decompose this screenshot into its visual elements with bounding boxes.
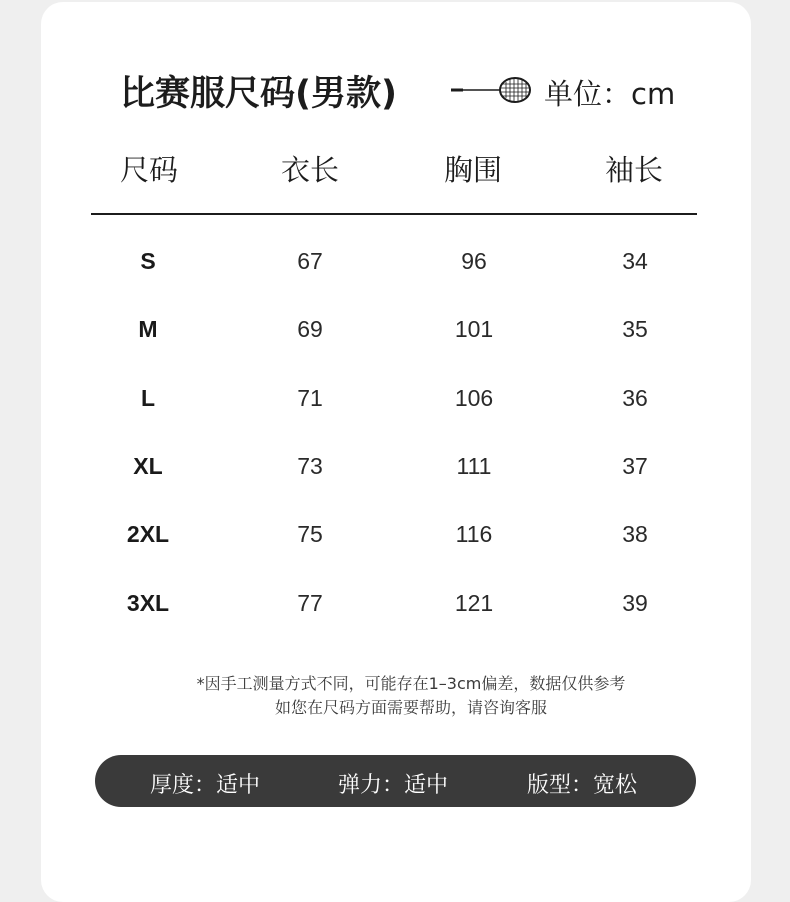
size-cell: 2XL (126, 521, 170, 547)
header-chest: 胸围 (443, 153, 503, 187)
size-cell: 3XL (126, 590, 170, 616)
elasticity-label: 弹力：适中 (338, 773, 449, 798)
chest-cell: 121 (454, 590, 494, 616)
length-cell: 67 (297, 248, 323, 274)
sleeve-cell: 34 (622, 248, 648, 274)
size-cell: XL (133, 453, 163, 479)
chest-cell: 96 (461, 248, 487, 274)
unit-label: 单位：cm (544, 77, 676, 111)
length-cell: 75 (297, 521, 323, 547)
sleeve-cell: 36 (622, 385, 648, 411)
fit-label: 版型：宽松 (527, 773, 638, 798)
header-divider (91, 213, 697, 215)
length-cell: 77 (297, 590, 323, 616)
badminton-racket-icon (449, 74, 537, 106)
table-row (0, 385, 790, 425)
length-cell: 73 (297, 453, 323, 479)
chart-title: 比赛服尺码(男款) (120, 74, 397, 114)
sleeve-cell: 39 (622, 590, 648, 616)
size-cell: S (140, 248, 156, 274)
sleeve-cell: 38 (622, 521, 648, 547)
sleeve-cell: 37 (622, 453, 648, 479)
help-note: 如您在尺码方面需要帮助，请咨询客服 (274, 698, 547, 717)
measurement-note: *因手工测量方式不同，可能存在1–3cm偏差，数据仅供参考 (196, 674, 626, 693)
size-cell: L (140, 385, 156, 411)
sleeve-cell: 35 (622, 316, 648, 342)
chest-cell: 101 (454, 316, 494, 342)
header-length: 衣长 (280, 153, 340, 187)
chest-cell: 116 (455, 521, 493, 547)
length-cell: 71 (297, 385, 323, 411)
table-row (0, 316, 790, 356)
header-size: 尺码 (119, 153, 179, 187)
chest-cell: 111 (456, 453, 492, 479)
table-row (0, 590, 790, 630)
thickness-label: 厚度：适中 (150, 773, 261, 798)
table-row (0, 521, 790, 561)
fabric-properties-bar (95, 755, 696, 807)
size-cell: M (138, 316, 158, 342)
table-row (0, 453, 790, 493)
header-sleeve: 袖长 (604, 153, 664, 187)
chest-cell: 106 (454, 385, 494, 411)
length-cell: 69 (297, 316, 323, 342)
table-row (0, 248, 790, 288)
